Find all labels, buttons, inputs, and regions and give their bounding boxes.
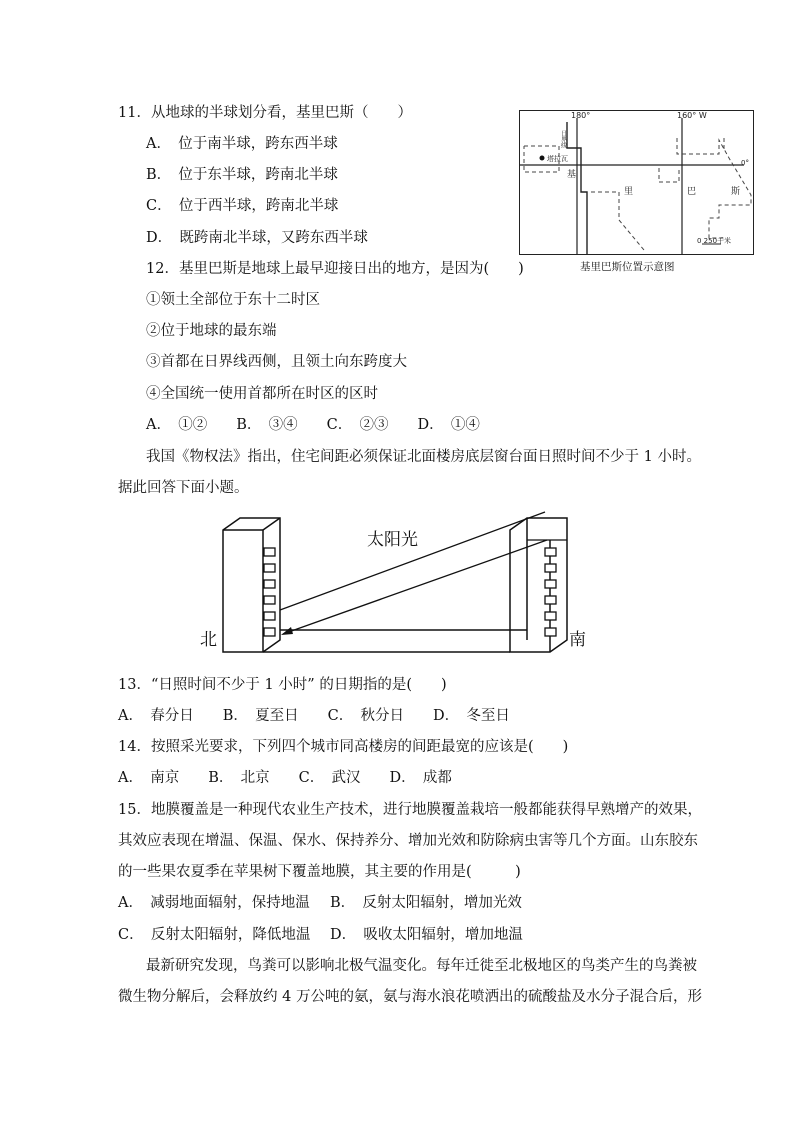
q11-option-a[interactable]: A． 位于南半球，跨东西半球 [146, 136, 338, 152]
intro2-line1: 最新研究发现，鸟粪可以影响北极气温变化。每年迁徙至北极地区的鸟类产生的鸟粪被 [146, 958, 697, 974]
q15-option-c[interactable]: C． 反射太阳辐射，降低地温 [118, 927, 311, 943]
q15-line1: 15．地膜覆盖是一种现代农业生产技术，进行地膜覆盖栽培一般都能获得早熟增产的效果， [118, 802, 702, 818]
lon-180-label: 180° [571, 111, 591, 120]
intro1-line1: 我国《物权法》指出，住宅间距必须保证北面楼房底层窗台面日照时间不少于 1 小时。 [146, 449, 701, 465]
q13-choices[interactable]: A． 春分日 B． 夏至日 C． 秋分日 D． 冬至日 [118, 708, 510, 724]
sunlight-buildings-figure [200, 510, 600, 655]
kiribati-location-map [519, 110, 754, 255]
q12-statement-1: ①领土全部位于东十二时区 [146, 292, 320, 308]
q11-stem: 11．从地球的半球划分看，基里巴斯（ ） [118, 105, 412, 121]
capital-label: 塔拉瓦 [547, 155, 568, 163]
country-char-4: 斯 [731, 187, 741, 197]
south-building [510, 518, 567, 652]
scale-label: 0 250千米 [697, 237, 732, 245]
q12-statement-2: ②位于地球的最东端 [146, 323, 277, 339]
q12-choices[interactable]: A． ①② B． ③④ C． ②③ D． ①④ [146, 417, 480, 433]
q15-line3: 的一些果农夏季在苹果树下覆盖地膜，其主要的作用是( ) [118, 864, 521, 880]
map-caption: 基里巴斯位置示意图 [580, 261, 675, 273]
north-label: 北 [200, 630, 217, 650]
q11-option-c[interactable]: C． 位于西半球，跨南北半球 [146, 198, 339, 214]
south-label: 南 [569, 630, 586, 650]
q11-option-b[interactable]: B． 位于东半球，跨南北半球 [146, 167, 338, 183]
q12-statement-3: ③首都在日界线西侧，且领土向东跨度大 [146, 354, 407, 370]
capital-dot [540, 156, 545, 161]
lat-0-label: 0° [741, 159, 749, 167]
map-svg [519, 110, 754, 255]
q15-option-b[interactable]: B． 反射太阳辐射，增加光效 [330, 895, 522, 911]
dateline-label: 日界线 [559, 130, 567, 148]
q15-line2: 其效应表现在增温、保温、保水、保持养分、增加光效和防除病虫害等几个方面。山东胶东 [118, 833, 698, 849]
country-char-1: 基 [567, 170, 577, 180]
q15-option-d[interactable]: D． 吸收太阳辐射，增加地温 [330, 927, 523, 943]
q11-option-d[interactable]: D． 既跨南北半球，又跨东西半球 [146, 230, 368, 246]
sun-ray-lower [283, 540, 547, 634]
q14-stem: 14．按照采光要求，下列四个城市同高楼房的间距最宽的应该是( ) [118, 739, 569, 755]
country-char-2: 里 [624, 187, 634, 197]
q12-statement-4: ④全国统一使用首都所在时区的区时 [146, 386, 378, 402]
sun-ray-upper [280, 512, 545, 610]
intro2-line2: 微生物分解后，会释放约 4 万公吨的氨，氨与海水浪花喷洒出的硫酸盐及水分子混合后，形 [118, 989, 702, 1005]
sun-ray-arrowhead [281, 627, 293, 635]
q13-stem: 13．“日照时间不少于 1 小时” 的日期指的是( ) [118, 677, 447, 693]
sun-label: 太阳光 [367, 530, 418, 550]
q15-option-a[interactable]: A． 减弱地面辐射，保持地温 [118, 895, 310, 911]
intro1-line2: 据此回答下面小题。 [118, 480, 249, 496]
figure-svg [200, 510, 600, 655]
lon-160w-label: 160° W [677, 111, 707, 120]
q14-choices[interactable]: A． 南京 B． 北京 C． 武汉 D． 成都 [118, 770, 452, 786]
q12-stem: 12．基里巴斯是地球上最早迎接日出的地方，是因为( ) [146, 261, 524, 277]
country-char-3: 巴 [687, 187, 697, 197]
